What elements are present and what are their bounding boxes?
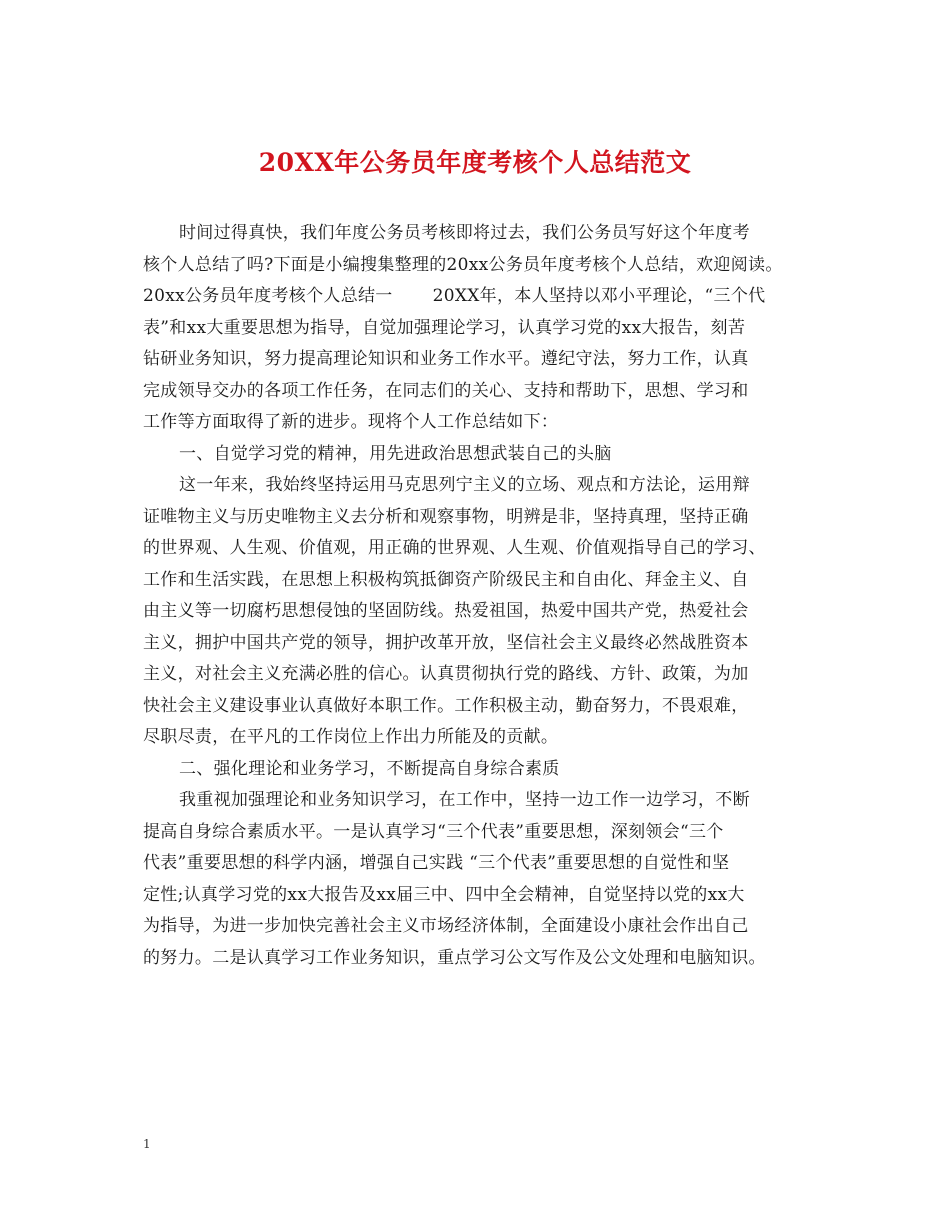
text-line: 主义，拥护中国共产党的领导，拥护改革开放，坚信社会主义最终必然战胜资本 (143, 632, 749, 653)
document-title: 20XX年公务员年度考核个人总结范文 (258, 148, 692, 177)
text-fragment: 20XX年，本人坚持以邓小平理论，“三个代 (432, 286, 766, 306)
text-line: 这一年来，我始终坚持运用马克思列宁主义的立场、观点和方法论，运用辩 (179, 475, 750, 495)
section-heading: 一、自觉学习党的精神，用先进政治思想武装自己的头脑 (179, 443, 612, 464)
text-line: 钻研业务知识，努力提高理论知识和业务工作水平。遵纪守法，努力工作，认真 (143, 349, 749, 369)
text-line: 尽职尽责，在平凡的工作岗位上作出力所能及的贡献。 (143, 727, 559, 747)
text-line: 由主义等一切腐朽思想侵蚀的坚固防线。热爱祖国，热爱中国共产党，热爱社会 (143, 601, 749, 621)
section-heading: 二、强化理论和业务学习，不断提高自身综合素质 (179, 758, 560, 779)
text-line-combined (143, 281, 823, 313)
section-heading-inline: 20xx公务员年度考核个人总结一 (143, 286, 393, 306)
text-line: 快社会主义建设事业认真做好本职工作。工作积极主动，勤奋努力，不畏艰难， (143, 695, 749, 716)
text-line: 代表”重要思想的科学内涵，增强自己实践 “三个代表”重要思想的自觉性和坚 (143, 853, 730, 873)
text-line: 表”和xx大重要思想为指导，自觉加强理论学习，认真学习党的xx大报告，刻苦 (143, 317, 746, 338)
text-line: 的努力。二是认真学习工作业务知识，重点学习公文写作及公文处理和电脑知识。 (143, 947, 766, 968)
text-line: 时间过得真快，我们年度公务员考核即将过去，我们公务员写好这个年度考 (179, 223, 750, 243)
text-line: 核个人总结了吗?下面是小编搜集整理的20xx公务员年度考核个人总结，欢迎阅读。 (143, 254, 783, 275)
text-line: 工作和生活实践，在思想上积极构筑抵御资产阶级民主和自由化、拜金主义、自 (143, 569, 749, 590)
page-number: 1 (143, 1137, 151, 1151)
document-body (143, 218, 823, 974)
text-line: 的世界观、人生观、价值观，用正确的世界观、人生观、价值观指导自己的学习、 (143, 538, 766, 558)
text-line: 我重视加强理论和业务知识学习，在工作中，坚持一边工作一边学习，不断 (179, 790, 750, 810)
text-line: 证唯物主义与历史唯物主义去分析和观察事物，明辨是非，坚持真理，坚持正确 (143, 506, 749, 527)
text-line: 主义，对社会主义充满必胜的信心。认真贯彻执行党的路线、方针、政策，为加 (143, 664, 749, 684)
text-line: 定性;认真学习党的xx大报告及xx届三中、四中全会精神，自觉坚持以党的xx大 (143, 884, 745, 905)
text-line: 提高自身综合素质水平。一是认真学习“三个代表”重要思想，深刻领会“三个 (143, 821, 724, 842)
text-line: 完成领导交办的各项工作任务，在同志们的关心、支持和帮助下，思想、学习和 (143, 380, 749, 401)
text-line: 工作等方面取得了新的进步。现将个人工作总结如下： (143, 412, 559, 432)
text-line: 为指导，为进一步加快完善社会主义市场经济体制，全面建设小康社会作出自己 (143, 916, 749, 936)
